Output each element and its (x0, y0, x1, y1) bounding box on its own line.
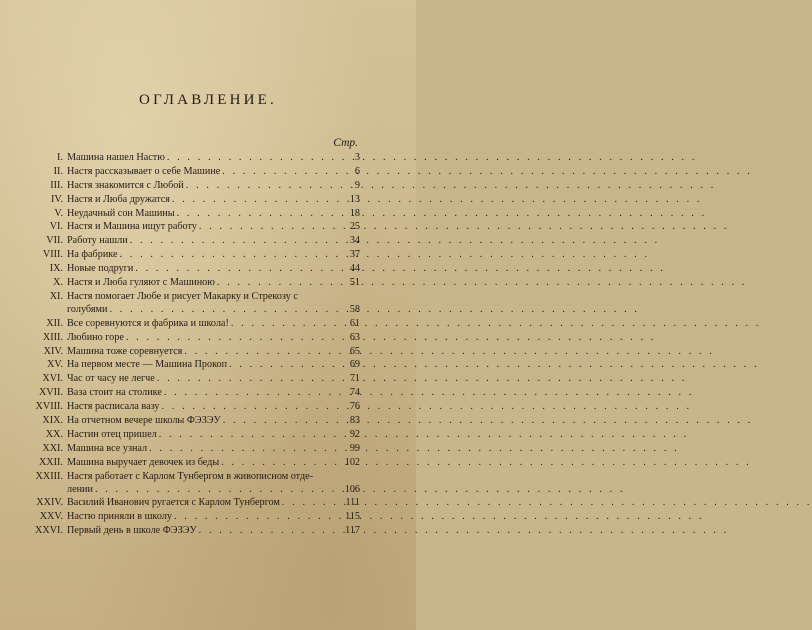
chapter-number: IX. (49, 263, 63, 275)
toc-entry (30, 276, 360, 289)
chapter-number: III. (50, 179, 63, 191)
page-number: 63 (349, 331, 360, 343)
page-number: 76 (349, 401, 360, 413)
dot-leader (229, 358, 340, 371)
dot-leader (199, 524, 340, 537)
dot-leader (199, 220, 340, 233)
table-of-contents (30, 151, 360, 538)
chapter-title: Машина нашел Настю (67, 152, 165, 163)
chapter-number: XVI. (42, 373, 63, 385)
dot-leader (157, 372, 340, 385)
chapter-title: Василий Иванович ругается с Карлом Тунбергом (67, 497, 280, 509)
chapter-number: XV. (47, 359, 63, 371)
chapter-title: Настя и Машина ищут работу (67, 221, 197, 233)
chapter-title: Настя и Люба дружатся (67, 193, 170, 205)
dot-leader (162, 400, 340, 413)
chapter-number: X. (53, 277, 63, 289)
dot-leader (126, 331, 340, 344)
chapter-number: XVIII. (35, 401, 63, 413)
toc-entry (30, 400, 360, 413)
page-number: 51 (349, 277, 360, 289)
chapter-title-line: лении (67, 483, 93, 495)
page-number: 92 (349, 428, 360, 440)
chapter-number: XII. (46, 317, 63, 329)
chapter-title: Работу нашли (67, 235, 128, 247)
page-number: 74 (349, 387, 360, 399)
chapter-number: V. (54, 207, 63, 219)
chapter-title: Настя знакомится с Любой (67, 179, 184, 191)
toc-entry (30, 220, 360, 233)
dot-leader (221, 456, 340, 469)
chapter-number: XXIII. (35, 470, 63, 482)
toc-entry (30, 428, 360, 441)
toc-entry (30, 386, 360, 399)
chapter-title-line: Настя работает с Карлом Тунбергом в живописном отде- (67, 470, 314, 482)
dot-leader (184, 345, 340, 358)
chapter-number: I. (57, 152, 63, 163)
page-number: 115 (345, 511, 360, 523)
dot-leader (135, 262, 340, 275)
dot-leader (217, 276, 340, 289)
toc-entry (30, 496, 360, 509)
chapter-title: Машина все узнал (67, 442, 148, 454)
toc-entry (30, 151, 360, 164)
toc-entry (30, 234, 360, 247)
chapter-number: XXIV. (36, 497, 63, 509)
toc-entry (30, 524, 360, 537)
dot-leader (172, 193, 340, 206)
chapter-number: VIII. (42, 249, 63, 261)
page-number: 58 (349, 303, 360, 315)
chapter-number: XIII. (42, 331, 63, 343)
page-number: 25 (349, 221, 360, 233)
page-number: 65 (349, 345, 360, 357)
page-number: 117 (345, 525, 360, 537)
chapter-title: Машина выручает девочек из беды (67, 456, 220, 468)
toc-entry (30, 358, 360, 371)
dot-leader (186, 179, 340, 192)
dot-leader (177, 207, 340, 220)
chapter-title: На первом месте — Машина Прокоп (67, 359, 228, 371)
chapter-title: Ваза стоит на столике (67, 387, 162, 399)
page-number: 9 (354, 179, 360, 191)
toc-entry (30, 262, 360, 275)
dot-leader (95, 483, 340, 496)
toc-entry (30, 207, 360, 220)
page-number: 13 (349, 193, 360, 205)
chapter-title-line: Настя помогает Любе и рисует Макарку и Стрекозу с (67, 290, 298, 302)
page-number: 61 (349, 317, 360, 329)
chapter-title: На отчетном вечере школы ФЭЗЭУ (67, 415, 221, 427)
dot-leader (130, 234, 340, 247)
dot-leader (174, 510, 340, 523)
toc-entry (30, 331, 360, 344)
chapter-number: XIV. (43, 345, 63, 357)
page-number: 44 (349, 263, 360, 275)
chapter-number: VI. (49, 221, 63, 233)
chapter-title: Настин отец пришел (67, 428, 157, 440)
page-number: 111 (345, 497, 360, 509)
toc-entry (30, 345, 360, 358)
chapter-title: Машина тоже соревнуется (67, 345, 183, 357)
chapter-title: Настю приняли в школу (67, 511, 172, 523)
page-number: 6 (354, 165, 360, 177)
toc-entry (30, 414, 360, 427)
chapter-title: На фабрике (67, 249, 118, 261)
toc-entry (30, 248, 360, 261)
dot-leader (149, 442, 340, 455)
chapter-title: Настя рассказывает о себе Машине (67, 165, 221, 177)
chapter-number: XXI. (42, 442, 63, 454)
dot-leader (223, 414, 340, 427)
page-number: 69 (349, 359, 360, 371)
chapter-title-line: голубями (67, 303, 108, 315)
chapter-title: Любино горе (67, 331, 124, 343)
chapter-number: XX. (45, 428, 63, 440)
page-number: 34 (349, 235, 360, 247)
toc-entry (30, 290, 360, 316)
toc-entry (30, 442, 360, 455)
chapter-number: IV. (51, 193, 63, 205)
chapter-title: Первый день в школе ФЭЗЭУ (67, 525, 197, 537)
chapter-title: Настя и Люба гуляют с Машиною (67, 277, 215, 289)
page-title: ОГЛАВЛЕНИЕ. (139, 92, 277, 108)
chapter-number: VII. (46, 235, 63, 247)
page-number: 71 (349, 373, 360, 385)
page-column-label: Стр. (333, 137, 358, 149)
chapter-number: XVII. (38, 387, 63, 399)
toc-entry (30, 317, 360, 330)
page-number: 99 (349, 442, 360, 454)
dot-leader (231, 317, 340, 330)
chapter-title: Все соревнуются и фабрика и школа! (67, 317, 229, 329)
toc-entry (30, 372, 360, 385)
dot-leader (109, 303, 340, 316)
chapter-number: XIX. (42, 415, 63, 427)
toc-entry (30, 510, 360, 523)
chapter-number: XXVI. (34, 525, 63, 537)
dot-leader (222, 165, 340, 178)
dot-leader (120, 248, 341, 261)
page-number: 106 (344, 483, 360, 495)
chapter-title: Новые подруги (67, 263, 134, 275)
page-number: 83 (349, 415, 360, 427)
toc-entry (30, 470, 360, 496)
page-number: 102 (344, 456, 360, 468)
dot-leader (167, 151, 340, 164)
chapter-number: XXV. (39, 511, 63, 523)
dot-leader (164, 386, 340, 399)
chapter-title: Час от часу не легче (67, 373, 155, 385)
toc-entry (30, 193, 360, 206)
page-number: 18 (349, 207, 360, 219)
toc-entry (30, 165, 360, 178)
page-number: 37 (349, 249, 360, 261)
chapter-title: Настя расписала вазу (67, 401, 160, 413)
page-number: 3 (354, 152, 360, 163)
chapter-number: XI. (49, 290, 63, 302)
dot-leader (159, 428, 340, 441)
dot-leader (282, 496, 340, 509)
chapter-number: XXII. (38, 456, 63, 468)
toc-entry (30, 179, 360, 192)
chapter-title: Неудачный сон Машины (67, 207, 175, 219)
chapter-number: II. (53, 165, 63, 177)
toc-entry (30, 456, 360, 469)
